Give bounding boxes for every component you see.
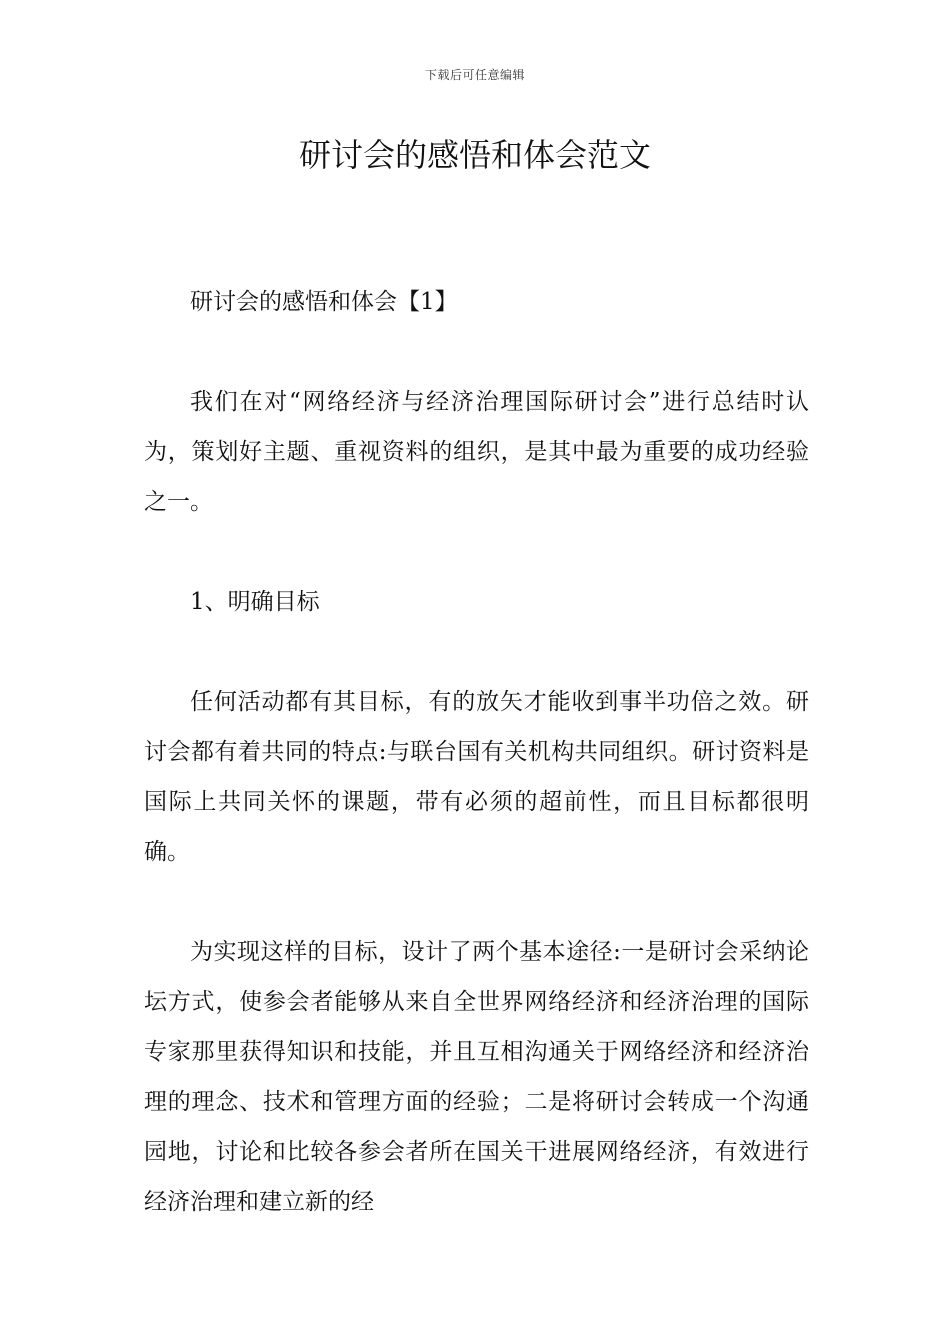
subsection-heading: 1、明确目标 <box>190 589 320 615</box>
document-title: 研讨会的感悟和体会范文 <box>298 136 651 174</box>
document-body <box>144 277 809 1227</box>
body-paragraph: 任何活动都有其目标，有的放矢才能收到事半功倍之效。研讨会都有着共同的特点:与联台国有关机构共同组织。研讨资料是国际上共同关怀的课题，带有必须的超前性，而且目标都很明确。 <box>144 689 809 865</box>
body-paragraph: 我们在对“网络经济与经济治理国际研讨会”进行总结时认为，策划好主题、重视资料的组织，是其中最为重要的成功经验之一。 <box>144 389 809 515</box>
header-note: 下载后可任意编辑 <box>424 68 525 82</box>
body-paragraph: 为实现这样的目标，设计了两个基本途径:一是研讨会采纳论坛方式，使参会者能够从来自全世界网络经济和经济治理的国际专家那里获得知识和技能，并且互相沟通关于网络经济和经济治理的理念、技术和管理方面的经验；二是将研讨会转成一个沟通园地，讨论和比较各参会者所在国关干进展网络经济，有效进行经济治理和建立新的经 <box>144 939 809 1215</box>
section-heading: 研讨会的感悟和体会【1】 <box>190 289 458 315</box>
